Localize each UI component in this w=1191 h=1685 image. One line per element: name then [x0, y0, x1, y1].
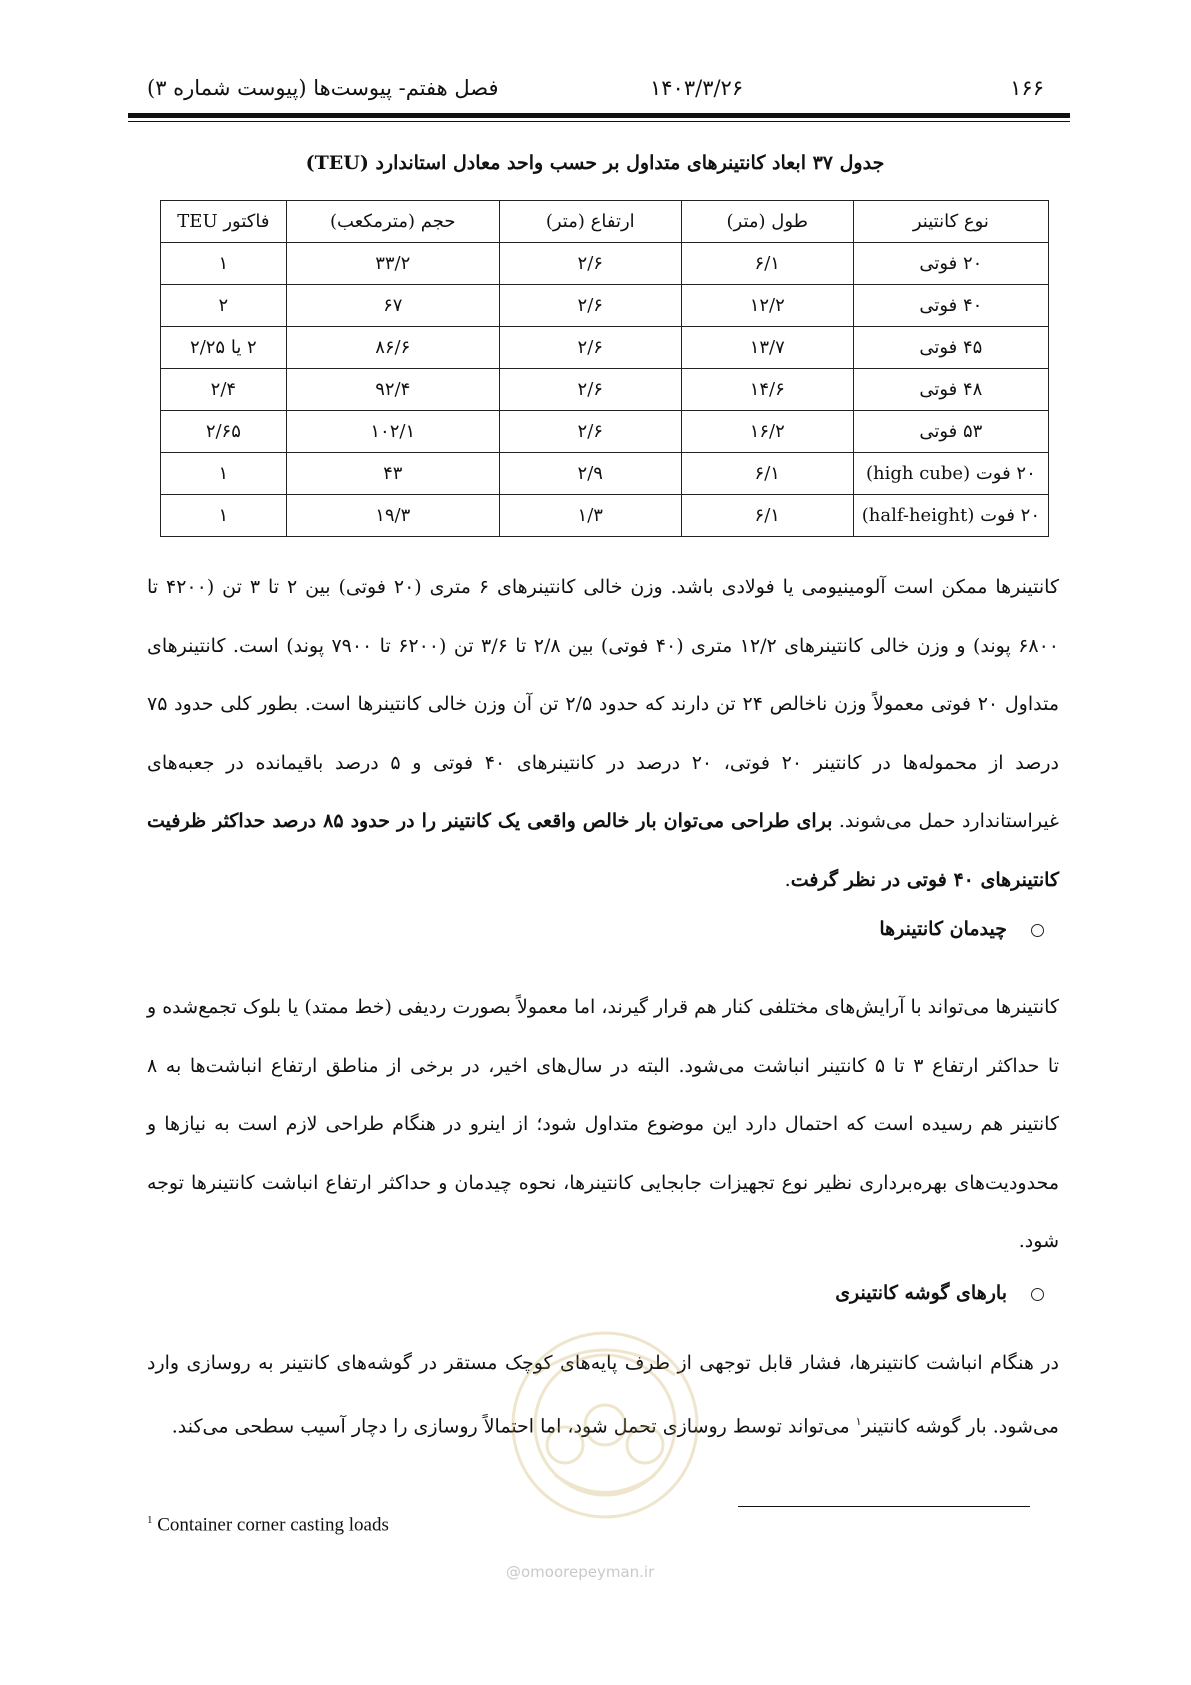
col-header-volume: حجم (مترمکعب)	[286, 201, 499, 243]
table-cell: ۴۸ فوتی	[853, 369, 1048, 411]
table-cell: ۸۶/۶	[286, 327, 499, 369]
table-cell: ۲/۶	[499, 243, 681, 285]
table-cell: ۲/۶	[499, 327, 681, 369]
heading-text: چیدمان کانتینرها	[879, 918, 1007, 940]
table-cell: ۴۵ فوتی	[853, 327, 1048, 369]
table-cell: ۲ یا ۲/۲۵	[161, 327, 287, 369]
table-cell: ۶۷	[286, 285, 499, 327]
header-rule-thick	[128, 113, 1070, 118]
paragraph-text: می‌تواند توسط روسازی تحمل شود، اما احتمالاً روسازی را دچار آسیب سطحی می‌کند.	[171, 1414, 856, 1437]
table-row	[161, 369, 1049, 411]
table-cell: ۵۳ فوتی	[853, 411, 1048, 453]
heading-text: بارهای گوشه کانتینری	[835, 1282, 1007, 1304]
paragraph-bold-text: برای طراحی می‌توان بار خالص واقعی یک کانتینر را در حدود ۸۵ درصد حداکثر ظرفیت کانتینرهای ۴۰ فوتی در نظر گرفت	[147, 810, 1059, 891]
table-cell: ۲/۶	[499, 411, 681, 453]
table-cell: ۳۳/۲	[286, 243, 499, 285]
table-cell: ۱۲/۲	[681, 285, 853, 327]
footnote	[147, 1514, 389, 1536]
footnote-rule	[738, 1506, 1030, 1507]
header-rule-thin	[128, 121, 1070, 122]
col-header-height: ارتفاع (متر)	[499, 201, 681, 243]
table-cell: ۱	[161, 243, 287, 285]
col-header-length: طول (متر)	[681, 201, 853, 243]
table-caption: جدول ۳۷ ابعاد کانتینرهای متداول بر حسب واحد معادل استاندارد (TEU)	[305, 152, 885, 174]
table-cell: ۱۳/۷	[681, 327, 853, 369]
table-cell: ۱۰۲/۱	[286, 411, 499, 453]
table-cell: ۲۰ فوت (half-height)	[853, 495, 1048, 537]
table-cell: ۶/۱	[681, 453, 853, 495]
footnote-mark: 1	[147, 1514, 153, 1526]
table-cell: ۱۴/۶	[681, 369, 853, 411]
table-cell: ۱/۳	[499, 495, 681, 537]
col-header-teu: فاکتور TEU	[161, 201, 287, 243]
section-heading-stacking	[879, 918, 1044, 940]
table-cell: ۱	[161, 453, 287, 495]
paragraph-text: در هنگام انباشت کانتینرها، فشار قابل توجهی از طرف پایه‌های کوچک مستقر در گوشه‌های کانتینر به روسازی وارد می‌شود. بار گوشه کانتینر	[147, 1352, 1059, 1437]
hollow-bullet-icon	[1031, 1288, 1044, 1301]
table-cell: ۶/۱	[681, 243, 853, 285]
table-cell: ۱۶/۲	[681, 411, 853, 453]
seal-logo-icon	[495, 1315, 715, 1525]
table-cell: ۴۳	[286, 453, 499, 495]
hollow-bullet-icon	[1031, 924, 1044, 937]
table-cell: ۲/۶	[499, 285, 681, 327]
table-cell: ۲/۶۵	[161, 411, 287, 453]
table-cell: ۴۰ فوتی	[853, 285, 1048, 327]
header-date: ۱۴۰۳/۳/۲۶	[650, 76, 744, 100]
footnote-reference: ۱	[855, 1414, 862, 1428]
table-cell: ۲/۶	[499, 369, 681, 411]
section-heading-corner-loads	[835, 1282, 1044, 1304]
table-cell: ۲/۴	[161, 369, 287, 411]
table-row	[161, 327, 1049, 369]
table-cell: ۱	[161, 495, 287, 537]
table-row	[161, 285, 1049, 327]
footnote-text: Container corner casting loads	[152, 1514, 389, 1536]
table-cell: ۶/۱	[681, 495, 853, 537]
table-cell: ۱۹/۳	[286, 495, 499, 537]
table-cell: ۲۰ فوتی	[853, 243, 1048, 285]
table-row	[161, 411, 1049, 453]
chapter-title: فصل هفتم- پیوست‌ها (پیوست شماره ۳)	[147, 76, 499, 100]
paragraph-container-weights: کانتینرها ممکن است آلومینیومی یا فولادی باشد. وزن خالی کانتینرهای ۶ متری (۲۰ فوتی) بین ۲ تا ۳ تن (۴۲۰۰ تا ۶۸۰۰ پوند) و وزن خالی کانتینرهای ۱۲/۲ متری (۴۰ فوتی) بین ۲/۸ تا ۳/۶ تن (۶۲۰۰ تا ۷۹۰۰ پوند) است. کانتینرهای متداول ۲۰ فوتی معمولاً وزن ناخالص ۲۴ تن دارند که حدود ۲/۵ تن آن وزن خالی کانتینرها است. بطور کلی حدود ۷۵ درصد از محموله‌ها در کانتینر ۲۰ فوتی، ۲۰ درصد در کانتینرهای ۴۰ فوتی و ۵ درصد باقیمانده در جعبه‌های غیراستاندارد حمل می‌شوند. برای طراحی می‌توان بار خالص واقعی یک کانتینر را در حدود ۸۵ درصد حداکثر ظرفیت کانتینرهای ۴۰ فوتی در نظر گرفت.	[147, 576, 1060, 891]
table-row	[161, 243, 1049, 285]
paragraph-text: کانتینرها ممکن است آلومینیومی یا فولادی باشد. وزن خالی کانتینرهای ۶ متری (۲۰ فوتی) بین ۲ تا ۳ تن (۴۲۰۰ تا ۶۸۰۰ پوند) و وزن خالی کانتینرهای ۱۲/۲ متری (۴۰ فوتی) بین ۲/۸ تا ۳/۶ تن (۶۲۰۰ تا ۷۹۰۰ پوند) است. کانتینرهای متداول ۲۰ فوتی معمولاً وزن ناخالص ۲۴ تن دارند که حدود ۲/۵ تن آن وزن خالی کانتینرها است. بطور کلی حدود ۷۵ درصد از محموله‌ها در کانتینر ۲۰ فوتی، ۲۰ درصد در کانتینرهای ۴۰ فوتی و ۵ درصد باقیمانده در جعبه‌های غیراستاندارد حمل می‌شوند.	[147, 576, 1060, 832]
table-cell: ۲	[161, 285, 287, 327]
page-number: ۱۶۶	[1010, 76, 1044, 100]
table-cell: ۹۲/۴	[286, 369, 499, 411]
table-row	[161, 495, 1049, 537]
table-row	[161, 453, 1049, 495]
table-cell: ۲/۹	[499, 453, 681, 495]
table-header-row	[161, 201, 1049, 243]
table-cell: ۲۰ فوت (high cube)	[853, 453, 1048, 495]
watermark-site: @omoorepeyman.ir	[506, 1563, 655, 1581]
paragraph-stacking: کانتینرها می‌تواند با آرایش‌های مختلفی کنار هم قرار گیرند، اما معمولاً بصورت ردیفی (خط ممتد) یا بلوک تجمع‌شده و تا حداکثر ارتفاع ۳ تا ۵ کانتینر انباشت می‌شود. البته در سال‌های اخیر، در برخی از مناطق ارتفاع انباشت‌ها به ۸ کانتینر هم رسیده است که احتمال دارد این موضوع متداول شود؛ از اینرو در هنگام طراحی لازم است به نیازها و محدودیت‌های بهره‌برداری نظیر نوع تجهیزات جابجایی کانتینرها، نحوه چیدمان و حداکثر ارتفاع انباشت کانتینرها توجه شود.	[147, 996, 1060, 1252]
col-header-type: نوع کانتینر	[853, 201, 1048, 243]
container-dimensions-table	[160, 200, 1049, 537]
